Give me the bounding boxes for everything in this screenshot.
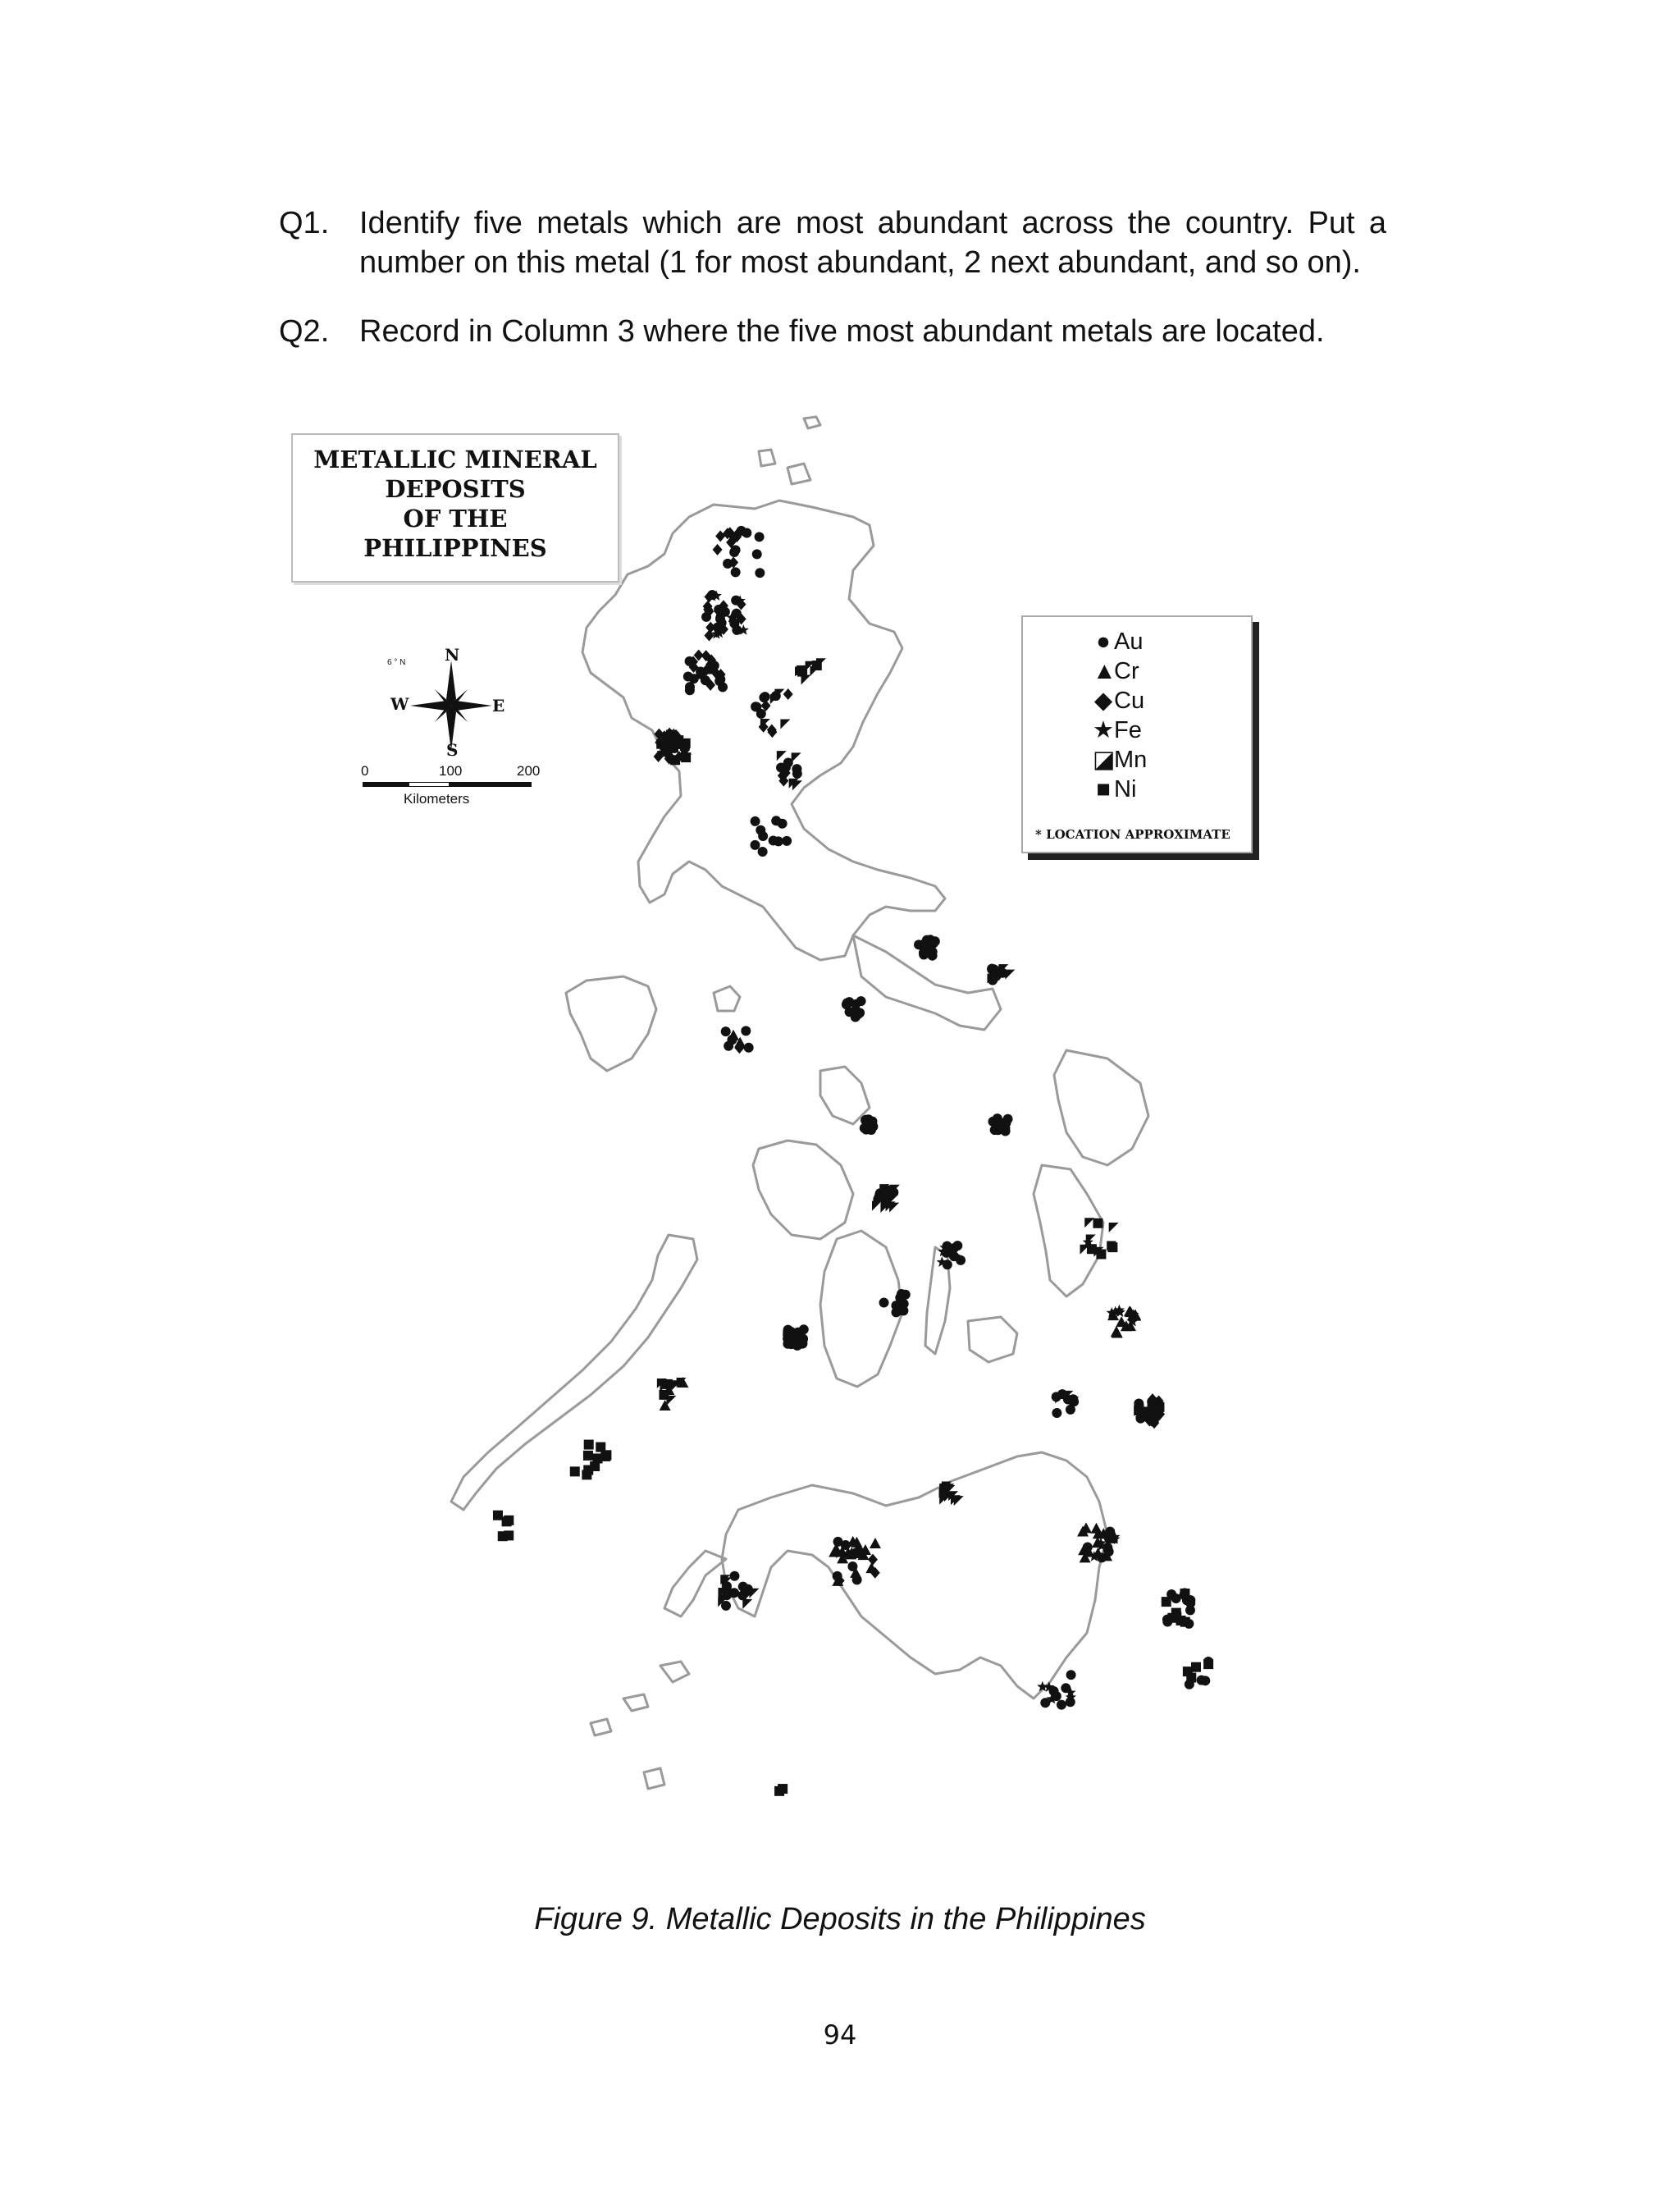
nickel-deposit-marker — [601, 1450, 611, 1460]
gold-deposit-marker — [783, 1327, 792, 1337]
gold-deposit-marker — [856, 996, 866, 1006]
manganese-deposit-marker — [666, 1396, 676, 1406]
gold-deposit-marker — [1040, 1698, 1050, 1708]
gold-deposit-marker — [1052, 1408, 1061, 1418]
gold-deposit-marker — [792, 769, 802, 779]
gold-deposit-marker — [732, 609, 742, 619]
legend-note: * LOCATION APPROXIMATE — [1035, 827, 1230, 842]
gold-deposit-marker — [741, 1026, 751, 1036]
gold-deposit-marker — [798, 1334, 808, 1344]
question-1-text: Identify five metals which are most abundant across the country. Put a number on this metal (1 for most abundant, 2 next abundant, and so on). — [359, 206, 1386, 280]
gold-deposit-marker — [721, 1026, 731, 1036]
figure-caption: Figure 9. Metallic Deposits in the Philippines — [534, 1902, 1146, 1936]
gold-deposit-marker — [1066, 1670, 1076, 1680]
map-title-box — [291, 433, 619, 583]
gold-deposit-marker — [897, 1289, 906, 1299]
gold-deposit-marker — [755, 568, 765, 578]
copper-deposit-marker — [868, 1554, 878, 1566]
gold-deposit-marker — [833, 1571, 842, 1581]
scale-tick-0: 0 — [361, 763, 369, 779]
question-1 — [279, 203, 1386, 286]
gold-deposit-marker — [714, 676, 724, 686]
gold-deposit-marker — [771, 816, 781, 825]
map-title-line: DEPOSITS — [385, 475, 526, 503]
manganese-deposit-marker — [1005, 970, 1015, 980]
manganese-deposit-marker — [939, 1495, 949, 1505]
gold-deposit-marker — [987, 964, 997, 974]
legend-item-ni — [1093, 775, 1136, 804]
scale-segment — [409, 782, 450, 787]
gold-deposit-marker — [1104, 1547, 1114, 1557]
gold-deposit-marker — [752, 549, 762, 559]
nickel-deposit-marker — [1186, 1673, 1196, 1683]
sulu-outline — [591, 1662, 689, 1789]
nickel-deposit-marker — [582, 1470, 591, 1479]
compass-north-label: N — [445, 645, 460, 665]
manganese-half-square-icon: ◪ — [1093, 747, 1116, 773]
gold-deposit-marker — [930, 936, 940, 946]
gold-deposit-marker — [1061, 1683, 1071, 1693]
gold-deposit-marker — [1069, 1397, 1079, 1406]
legend-label: Fe — [1114, 717, 1142, 743]
manganese-deposit-marker — [889, 1203, 899, 1213]
gold-deposit-marker — [685, 685, 695, 695]
legend-item-mn — [1093, 745, 1147, 775]
legend-label: Cr — [1114, 658, 1139, 684]
gold-deposit-marker — [1105, 1527, 1115, 1537]
gold-deposit-marker — [1162, 1615, 1172, 1625]
legend-label: Cu — [1114, 688, 1145, 714]
gold-deposit-marker — [707, 590, 717, 600]
nickel-deposit-marker — [663, 1379, 673, 1389]
map-title-line: OF THE — [403, 505, 508, 533]
gold-deposit-marker — [783, 758, 793, 768]
nickel-deposit-marker — [583, 1451, 593, 1461]
nickel-deposit-marker — [504, 1516, 514, 1525]
nickel-deposit-marker — [1093, 1218, 1102, 1228]
nickel-deposit-marker — [778, 1784, 788, 1794]
legend-label: Ni — [1114, 776, 1137, 802]
scale-bar — [361, 763, 550, 812]
northern-islands-outline — [759, 417, 820, 484]
copper-deposit-marker — [783, 688, 793, 700]
zamboanga-outline — [664, 1551, 726, 1616]
gold-deposit-marker — [996, 1118, 1006, 1127]
gold-deposit-marker — [1057, 1700, 1066, 1710]
legend-item-cr — [1093, 656, 1139, 686]
gold-deposit-marker — [1147, 1401, 1157, 1410]
nickel-deposit-marker — [680, 740, 690, 750]
legend-item-cu — [1093, 686, 1144, 716]
gold-deposit-marker — [751, 816, 760, 826]
legend-label: Mn — [1114, 747, 1148, 773]
gold-deposit-marker — [1180, 1590, 1189, 1600]
question-2-number: Q2. — [279, 314, 330, 349]
legend-label: Au — [1114, 629, 1144, 655]
gold-deposit-marker — [689, 674, 699, 684]
nickel-deposit-marker — [498, 1531, 508, 1541]
gold-deposit-marker — [920, 939, 929, 949]
marinduque-outline — [714, 986, 740, 1011]
gold-deposit-marker — [852, 1575, 862, 1584]
gold-deposit-marker — [743, 1584, 753, 1594]
chromium-triangle-icon: ▲ — [1093, 658, 1116, 684]
gold-deposit-marker — [769, 835, 778, 845]
gold-deposit-marker — [720, 607, 730, 617]
gold-deposit-marker — [758, 831, 768, 841]
gold-deposit-marker — [759, 693, 769, 702]
copper-deposit-marker — [713, 544, 723, 556]
gold-deposit-marker — [949, 1243, 959, 1253]
gold-deposit-marker — [751, 702, 761, 711]
scale-tick-100: 100 — [439, 763, 463, 779]
nickel-square-icon: ■ — [1096, 776, 1111, 802]
copper-deposit-marker — [704, 630, 714, 642]
nickel-deposit-marker — [812, 661, 822, 670]
manganese-deposit-marker — [780, 720, 790, 729]
samar-outline — [1054, 1050, 1148, 1165]
negros-outline — [820, 1231, 902, 1387]
gold-deposit-marker — [853, 1009, 863, 1019]
gold-deposit-marker — [729, 1571, 739, 1581]
chromium-deposit-marker — [1091, 1523, 1102, 1534]
panay-outline — [753, 1141, 853, 1239]
gold-deposit-marker — [782, 836, 792, 846]
gold-deposit-marker — [758, 847, 768, 857]
mindoro-outline — [566, 976, 656, 1071]
copper-diamond-icon: ◆ — [1093, 688, 1113, 714]
latitude-note: 6 ° N — [387, 658, 406, 667]
gold-deposit-marker — [729, 619, 739, 629]
gold-deposit-marker — [899, 1299, 909, 1309]
page-number: 94 — [823, 2019, 857, 2051]
gold-deposit-marker — [879, 1298, 889, 1308]
scale-tick-200: 200 — [517, 763, 541, 779]
gold-deposit-marker — [866, 1125, 876, 1135]
leyte-outline — [1034, 1165, 1103, 1296]
bohol-outline — [968, 1317, 1017, 1362]
chromium-deposit-marker — [870, 1538, 881, 1548]
gold-circle-icon: ● — [1096, 629, 1111, 655]
gold-deposit-marker — [751, 840, 760, 850]
manganese-deposit-marker — [872, 1201, 882, 1211]
nickel-deposit-marker — [1191, 1662, 1201, 1672]
question-1-number: Q1. — [279, 206, 330, 240]
gold-deposit-marker — [731, 567, 741, 577]
map-title-line: PHILIPPINES — [363, 534, 547, 562]
nickel-deposit-marker — [1176, 1616, 1186, 1625]
iron-star-icon: ★ — [1093, 717, 1114, 743]
gold-deposit-marker — [713, 623, 723, 633]
scale-unit: Kilometers — [404, 791, 470, 807]
manganese-deposit-marker — [1084, 1218, 1094, 1228]
nickel-deposit-marker — [493, 1511, 503, 1520]
gold-deposit-marker — [729, 547, 739, 557]
question-2-text: Record in Column 3 where the five most abundant metals are located. — [359, 314, 1325, 349]
nickel-deposit-marker — [681, 752, 691, 762]
compass-east-label: E — [492, 696, 505, 716]
gold-deposit-marker — [1066, 1697, 1075, 1707]
question-2 — [279, 312, 1386, 353]
nickel-deposit-marker — [584, 1440, 594, 1450]
manganese-deposit-marker — [1109, 1223, 1119, 1232]
legend-item-fe — [1093, 716, 1142, 745]
scale-segment — [450, 782, 532, 787]
nickel-deposit-marker — [570, 1466, 580, 1476]
gold-deposit-marker — [891, 1307, 901, 1317]
compass-west-label: W — [390, 694, 409, 714]
manganese-deposit-marker — [742, 1599, 752, 1609]
gold-deposit-marker — [867, 1117, 877, 1127]
map-legend — [1021, 615, 1253, 853]
gold-deposit-marker — [742, 528, 751, 537]
gold-deposit-marker — [943, 1260, 952, 1269]
gold-deposit-marker — [833, 1537, 842, 1547]
compass-south-label: S — [446, 740, 459, 760]
gold-deposit-marker — [1185, 1598, 1195, 1608]
mindanao-outline — [722, 1452, 1107, 1699]
map-title-line: METALLIC MINERAL — [313, 446, 597, 473]
gold-deposit-marker — [1197, 1676, 1207, 1685]
gold-deposit-marker — [755, 532, 765, 542]
gold-deposit-marker — [1203, 1657, 1213, 1667]
legend-item-au — [1093, 627, 1143, 656]
compass-rose — [386, 645, 509, 763]
gold-deposit-marker — [787, 1337, 797, 1346]
gold-deposit-marker — [842, 998, 852, 1008]
gold-deposit-marker — [1134, 1401, 1144, 1410]
gold-deposit-marker — [1052, 1392, 1061, 1401]
masbate-outline — [820, 1067, 870, 1124]
gold-deposit-marker — [744, 1043, 754, 1053]
scale-segment — [363, 782, 409, 787]
